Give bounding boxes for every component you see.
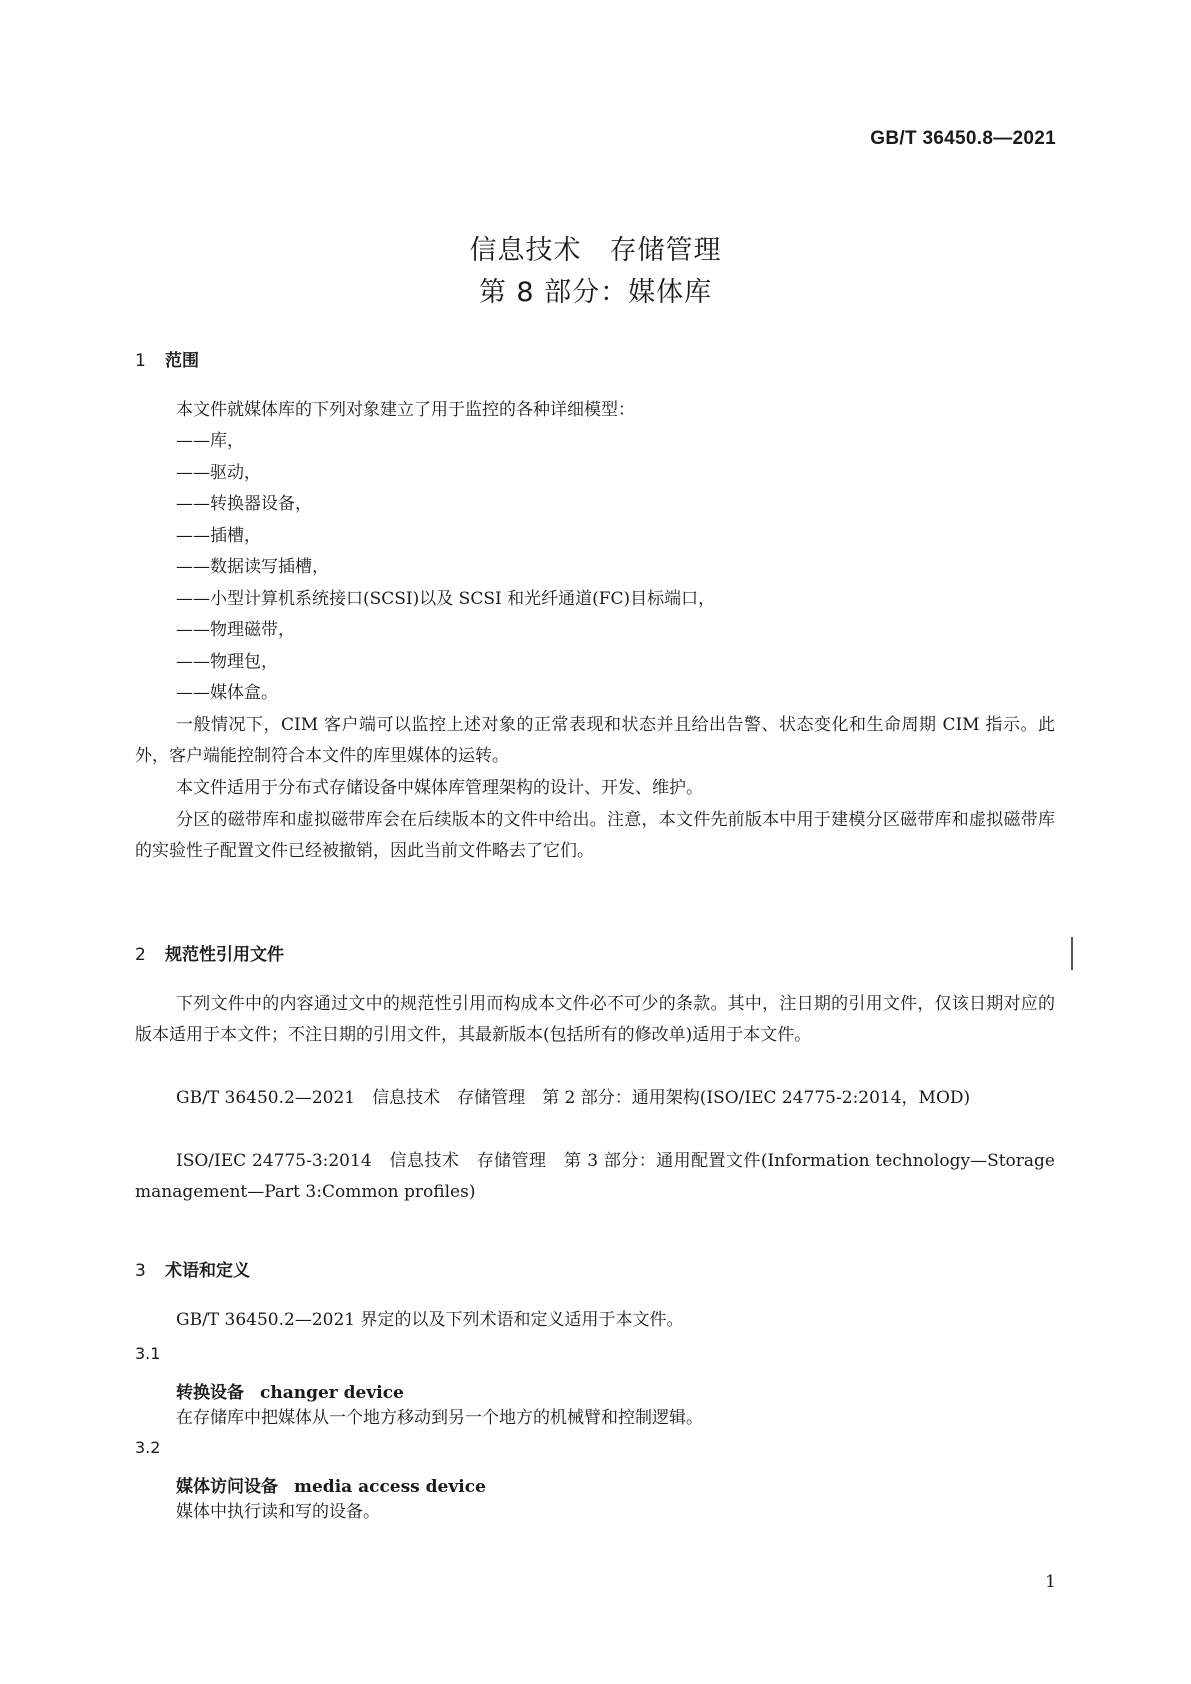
term-number: 3.2 — [135, 1438, 161, 1457]
section-3-intro: GB/T 36450.2—2021 界定的以及下列术语和定义适用于本文件。 — [176, 1310, 684, 1330]
section-number: 1 — [135, 351, 146, 371]
normative-reference: GB/T 36450.2—2021 信息技术 存储管理 第 2 部分：通用架构(ISO/IEC 24775-2:2014，MOD) — [176, 1088, 971, 1108]
section-3-heading — [135, 1256, 250, 1281]
term-zh: 媒体访问设备 — [176, 1477, 278, 1497]
section-title: 范围 — [165, 351, 199, 371]
document-title-line2: 第 8 部分：媒体库 — [478, 277, 713, 308]
list-item: ——插槽， — [176, 526, 261, 546]
term-zh: 转换设备 — [176, 1383, 244, 1403]
list-item: ——库， — [176, 431, 244, 451]
section-number: 3 — [135, 1261, 146, 1281]
document-title-line1: 信息技术 存储管理 — [469, 235, 722, 266]
normative-reference: ISO/IEC 24775-3:2014 信息技术 存储管理 第 3 部分：通用配置文件(Information technology—Storage management—Part 3:Common profiles) — [135, 1151, 1055, 1202]
list-item: ——物理包， — [176, 652, 278, 672]
list-item: ——数据读写插槽， — [176, 557, 329, 577]
standard-number: GB/T 36450.8—2021 — [870, 128, 1056, 149]
term-en: media access device — [294, 1477, 486, 1497]
term-heading — [176, 1472, 486, 1497]
term-definition: 媒体中执行读和写的设备。 — [176, 1502, 380, 1522]
list-item: ——小型计算机系统接口(SCSI)以及 SCSI 和光纤通道(FC)目标端口， — [176, 589, 716, 609]
section-1-paragraph: 一般情况下，CIM 客户端可以监控上述对象的正常表现和状态并且给出告警、状态变化和生命周期 CIM 指示。此外，客户端能控制符合本文件的库里媒体的运转。 — [135, 715, 1055, 766]
change-bar — [1071, 937, 1073, 970]
section-1-paragraph: 分区的磁带库和虚拟磁带库会在后续版本的文件中给出。注意，本文件先前版本中用于建模分区磁带库和虚拟磁带库的实验性子配置文件已经被撤销，因此当前文件略去了它们。 — [135, 810, 1055, 861]
term-definition: 在存储库中把媒体从一个地方移动到另一个地方的机械臂和控制逻辑。 — [176, 1408, 703, 1428]
list-item: ——物理磁带， — [176, 620, 295, 640]
section-number: 2 — [135, 945, 146, 965]
list-item: ——驱动， — [176, 463, 261, 483]
section-title: 术语和定义 — [165, 1261, 250, 1281]
section-2-heading — [135, 940, 284, 965]
term-number: 3.1 — [135, 1344, 161, 1363]
list-item: ——媒体盒。 — [176, 683, 278, 703]
page-number: 1 — [1045, 1572, 1056, 1592]
list-item: ——转换器设备， — [176, 494, 312, 514]
section-1-heading — [135, 346, 199, 371]
section-1-paragraph: 本文件适用于分布式存储设备中媒体库管理架构的设计、开发、维护。 — [176, 778, 703, 798]
section-1-intro: 本文件就媒体库的下列对象建立了用于监控的各种详细模型： — [176, 400, 635, 420]
term-heading — [176, 1378, 404, 1403]
section-title: 规范性引用文件 — [165, 945, 284, 965]
section-2-paragraph: 下列文件中的内容通过文中的规范性引用而构成本文件必不可少的条款。其中，注日期的引用文件，仅该日期对应的版本适用于本文件；不注日期的引用文件，其最新版本(包括所有的修改单)适用于本文件。 — [135, 994, 1055, 1045]
term-en: changer device — [260, 1383, 404, 1403]
